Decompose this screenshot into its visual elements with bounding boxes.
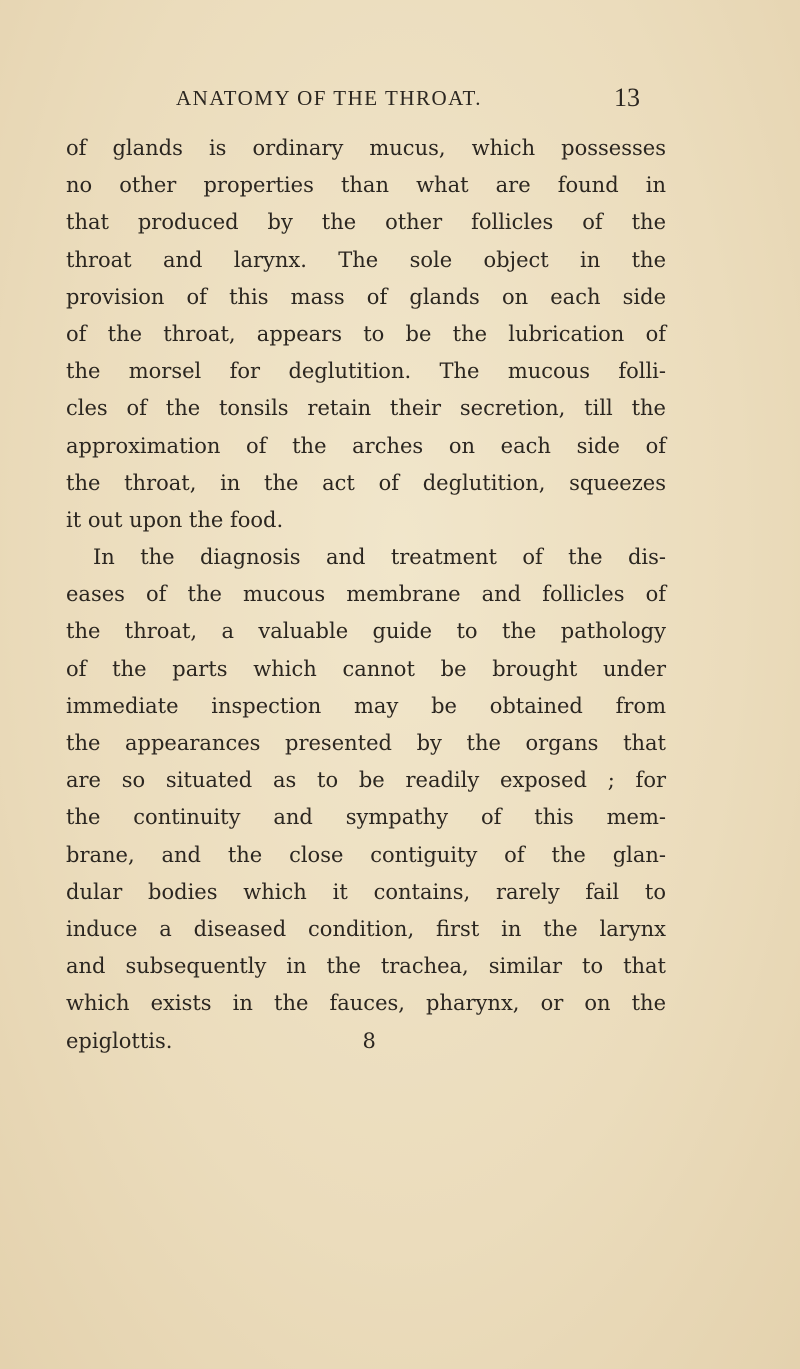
text-line: dular bodies which it contains, rarely fail to <box>66 879 666 904</box>
text-line: provision of this mass of glands on each side <box>66 284 666 309</box>
text-line: the throat, in the act of deglutition, squeezes <box>66 470 666 495</box>
text-line-final <box>66 1023 666 1060</box>
text-line: In the diagnosis and treatment of the dis- <box>93 545 666 570</box>
text-line: cles of the tonsils retain their secretion, till the <box>66 396 666 421</box>
text-line: no other properties than what are found in <box>66 173 666 198</box>
text-line: of the parts which cannot be brought under <box>66 656 666 681</box>
text-line: the appearances presented by the organs that <box>66 731 666 755</box>
text-line: of the throat, appears to be the lubrication of <box>66 321 666 346</box>
text-line: the throat, a valuable guide to the pathology <box>66 619 666 644</box>
text-line: are so situated as to be readily exposed ; for <box>66 768 666 793</box>
running-head: ANATOMY OF THE THROAT. <box>176 86 483 110</box>
text-line: the continuity and sympathy of this mem- <box>66 805 666 830</box>
text-line: the morsel for deglutition. The mucous folli- <box>66 359 666 384</box>
text-line: throat and larynx. The sole object in the <box>66 247 666 272</box>
text-line: induce a diseased condition, first in the larynx <box>66 916 666 941</box>
text-line: and subsequently in the trachea, similar to that <box>66 954 666 979</box>
text-line: which exists in the fauces, pharynx, or on the <box>66 991 666 1016</box>
text-line: approximation of the arches on each side of <box>66 433 666 458</box>
signature-mark: 8 <box>362 1028 376 1053</box>
final-line-text: epiglottis. <box>66 1028 173 1053</box>
text-line: immediate inspection may be obtained from <box>66 693 666 718</box>
text-line: it out upon the food. <box>66 507 284 532</box>
page-number: 13 <box>614 83 640 112</box>
text-line: that produced by the other follicles of the <box>66 210 666 235</box>
text-line: of glands is ordinary mucus, which possesses <box>66 136 666 160</box>
text-line: eases of the mucous membrane and follicles of <box>66 582 666 607</box>
body-text <box>66 130 666 1060</box>
text-line: brane, and the close contiguity of the glan- <box>66 842 666 867</box>
